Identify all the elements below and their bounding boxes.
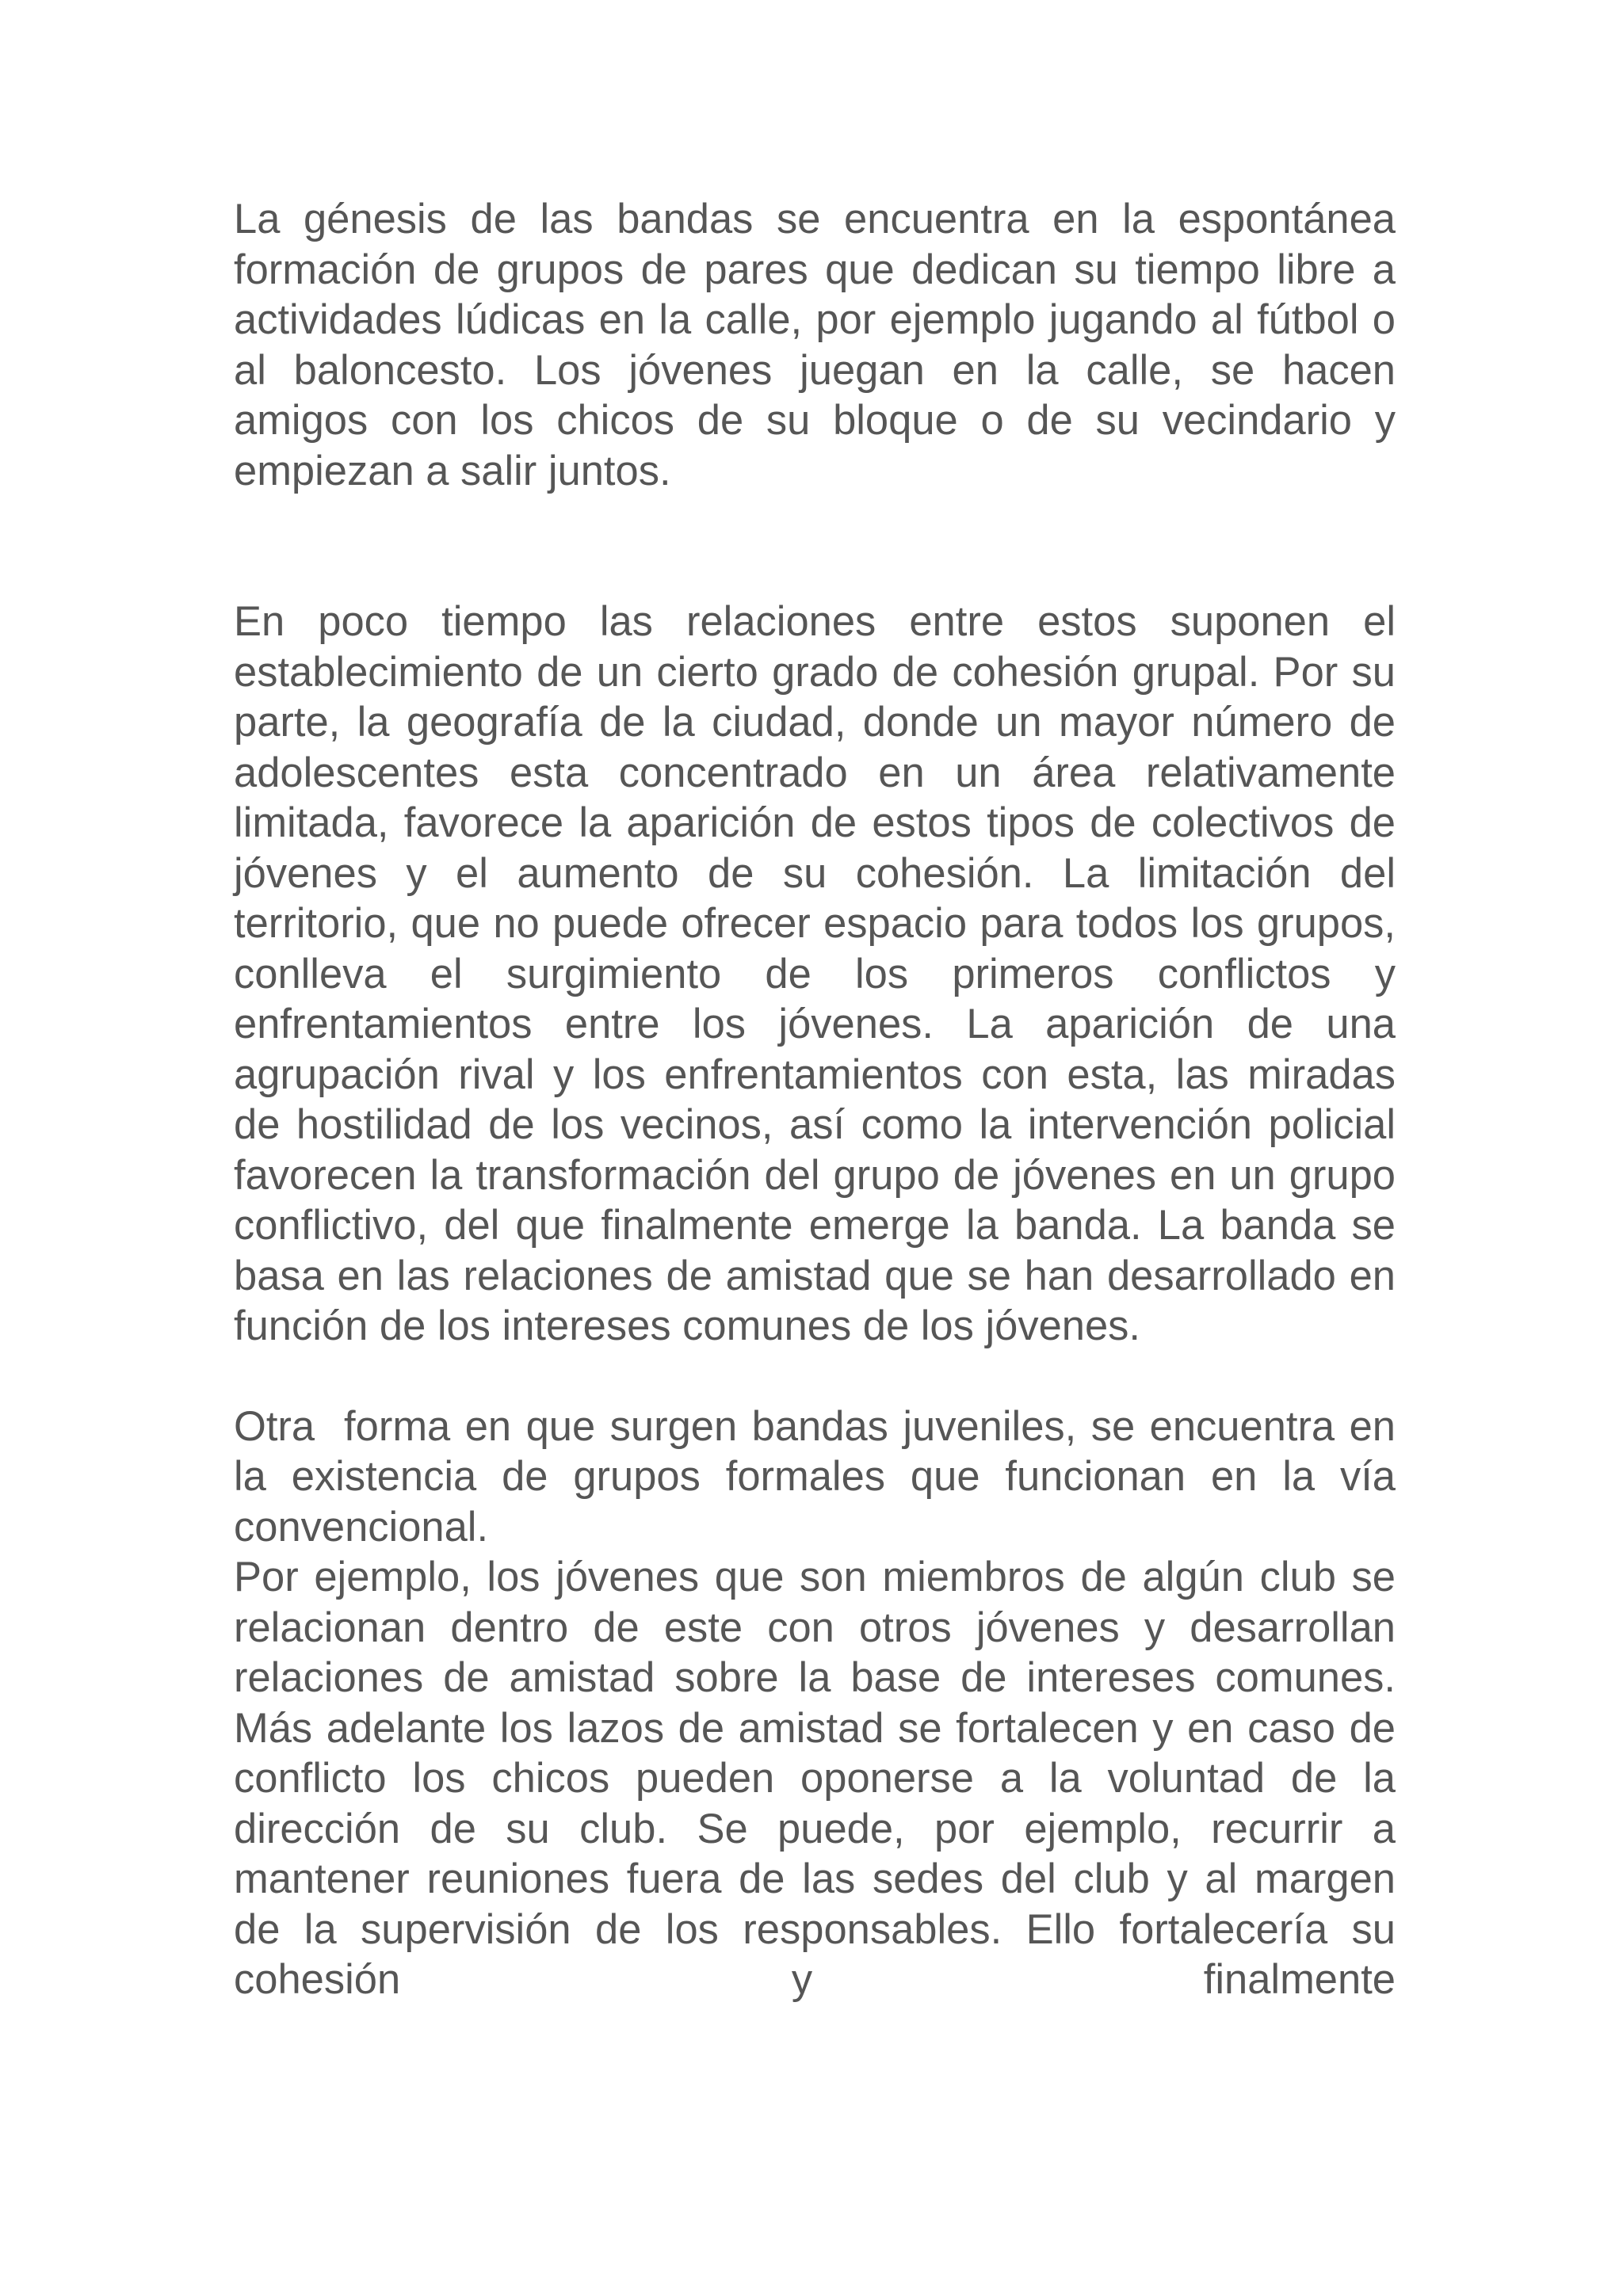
- paragraph-2: En poco tiempo las relaciones entre estos suponen el establecimiento de un cierto grado de cohesión grupal. Por su parte, la geografía de la ciudad, donde un mayor número de adolescentes esta concentrado en un área relativamente limitada, favorece la aparición de estos tipos de colectivos de jóvenes y el aumento de su cohesión. La limitación del territorio, que no puede ofrecer espacio para todos los grupos, conlleva el surgimiento de los primeros conflictos y enfrentamientos entre los jóvenes. La aparición de una agrupación rival y los enfrentamientos con esta, las miradas de hostilidad de los vecinos, así como la intervención policial favorecen la transformación del grupo de jóvenes en un grupo conflictivo, del que finalmente emerge la banda. La banda se basa en las relaciones de amistad que se han desarrollado en función de los intereses comunes de los jóvenes.: [234, 598, 1396, 1349]
- paragraph-4: Por ejemplo, los jóvenes que son miembros de algún club se relacionan dentro de este con otros jóvenes y desarrollan relaciones de amistad sobre la base de intereses comunes. Más adelante los lazos de amistad se fortalecen y en caso de conflicto los chicos pueden oponerse a la voluntad de la dirección de su club. Se puede, por ejemplo, recurrir a mantener reuniones fuera de las sedes del club y al margen de la supervisión de los responsables. Ello fortalecería su cohesión y finalmente: [234, 1554, 1396, 2003]
- paragraph-1: La génesis de las bandas se encuentra en la espontánea formación de grupos de pares que dedican su tiempo libre a actividades lúdicas en la calle, por ejemplo jugando al fútbol o al baloncesto. Los jóvenes juegan en la calle, se hacen amigos con los chicos de su bloque o de su vecindario y empiezan a salir juntos.: [234, 196, 1396, 494]
- paragraph-gap: [234, 1352, 1396, 1402]
- document-body: [234, 194, 1407, 2005]
- paragraph-3: Otra forma en que surgen bandas juveniles, se encuentra en la existencia de grupos formales que funcionan en la vía convencional.: [234, 1402, 1407, 1550]
- paragraph-gap: [234, 496, 1396, 597]
